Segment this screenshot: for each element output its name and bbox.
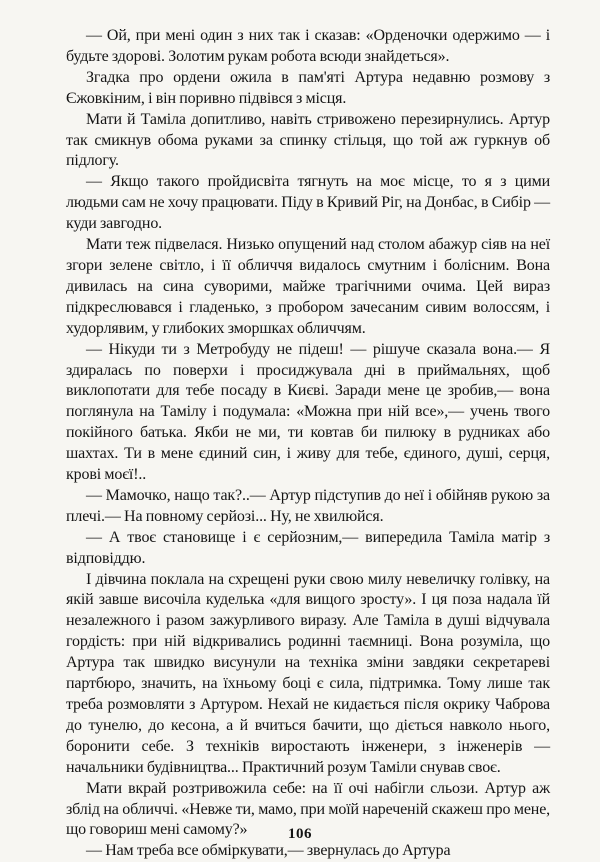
- paragraph: — Мамочко, нащо так?..— Артур підступив до неї і обійняв рукою за плечі.— На повному серйозі... Ну, не хвилюйся.: [66, 486, 550, 525]
- paragraph: Мати й Таміла допитливо, навіть стривожено перезирнулись. Артур так смикнув обома руками за спинку стільця, що той аж гуркнув об підлогу.: [66, 110, 550, 170]
- paragraph: Згадка про ордени ожила в пам'яті Артура недавню розмову з Єжовкіним, і він поривно підвівся з місця.: [66, 68, 550, 107]
- paragraph: — Нікуди ти з Метробуду не підеш! — рішуче сказала вона.— Я здиралась по поверхи і просиджувала дні в приймальнях, щоб виклопотати для тебе посаду в Києві. Заради мене це зробив,— вона поглянула на Тамілу і подумала: «Можна при ній все»,— учень твого покійного батька. Якби не ми, ти ковтав би пилюку в рудниках або шахтах. Ти в мене єдиний син, і живу для тебе, єдиного, душі, серця, крові моєї!..: [66, 340, 550, 484]
- paragraph: — Ой, при мені один з них так і сказав: «Орденочки одержимо — і будьте здорові. Золотим рукам робота всюди знайдеться».: [66, 27, 550, 65]
- page-number: 106: [288, 826, 312, 842]
- paragraph: Мати вкрай розтривожила себе: на її очі набігли сльози. Артур аж зблід на обличчі. «Невже ти, мамо, при моїй нареченій скажеш про мене, що говориш мені самому?»: [66, 779, 550, 839]
- paragraph: — Нам треба все обміркувати,— звернулась до Артура: [86, 842, 451, 860]
- page-text: [66, 26, 550, 862]
- paragraph: І дівчина поклала на схрещені руки свою милу невеличку голівку, на якій завше височіла куделька «для вищого зросту». І ця поза надала їй незалежного і разом зажурливого виразу. Але Таміла в душі відчувала гордість: при ній відкривались родинні таємниці. Вона розуміла, що Артура так швидко висунули на техніка зміни завдяки секретареві партбюро, значить, на їхньому боці є сила, підтримка. Тому лише так треба розмовляти з Артуром. Нехай не кидається після окрику Чаброва до тунелю, до кесона, а й вчиться бачити, що діється навколо нього, боронити себе. З техніків виростають інженери, з інженерів — начальники будівництва... Практичний розум Таміли снував своє.: [66, 570, 550, 776]
- paragraph: — А твоє становище і є серйозним,— випередила Таміла матір з відповіддю.: [66, 528, 550, 567]
- paragraph: — Якщо такого пройдисвіта тягнуть на моє місце, то я з цими людьми сам не хочу працювати. Піду в Кривий Ріг, на Донбас, в Сибір — куди завгодно.: [66, 173, 550, 233]
- paragraph: Мати теж підвелася. Низько опущений над столом абажур сіяв на неї згори зелене світло, і її обличчя видалось смутним і болісним. Вона дивилась на сина суворими, майже трагічними очима. Цей вираз підкреслювався і гладенько, з пробором зачесаним сивим волоссям, і худорлявим, у глибоких зморшках обличчям.: [66, 236, 550, 337]
